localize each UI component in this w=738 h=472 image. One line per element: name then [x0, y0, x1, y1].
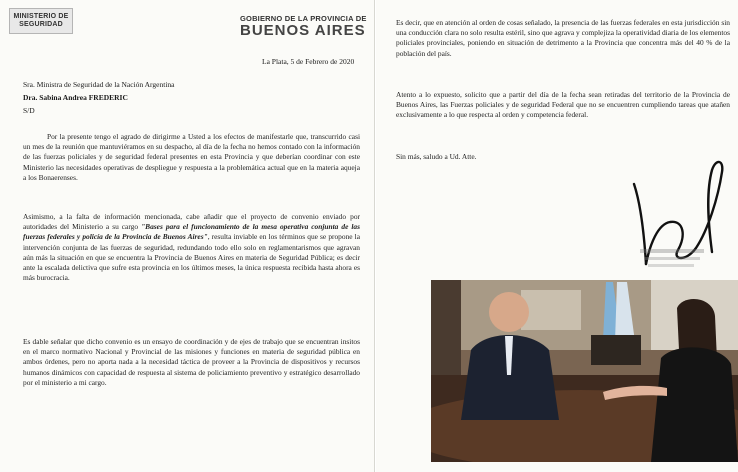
logo-line-1: MINISTERIO DE	[13, 13, 69, 20]
meeting-photo	[431, 280, 738, 462]
person-right-dress	[651, 347, 738, 462]
logo-line-2: SEGURIDAD	[19, 21, 63, 28]
addressee-line-3: S/D	[23, 106, 35, 115]
paragraph-3: Es dable señalar que dicho convenio es un ensayo de coordinación y de ejes de trabajo que se encuentran insitos en el marco normativo Nacional y Provincial de las misiones y funciones en materia de seguridad pública en ambos órdenes, pero no aporta nada a la necesidad táctica de proveer a la Provincia de dispositivos y recursos humanos dinámicos con capacidad de respuesta al sistema de policiamiento preventivo y estratégico desarrollado por el ministerio a mi cargo.	[23, 337, 360, 387]
ministry-logo	[9, 8, 73, 34]
person-left-head	[489, 292, 529, 332]
agreement-title: "Bases para el funcionamiento de la mesa operativa conjunta de las fuerzas federales y policía de la Provincia de Buenos Aires"	[23, 222, 360, 242]
closing-line: Sin más, saludo a Ud. Atte.	[396, 152, 477, 161]
letter-date: La Plata, 5 de Febrero de 2020	[262, 57, 355, 66]
meeting-photo-illustration	[431, 280, 738, 462]
letter-page-2	[376, 0, 738, 472]
government-header-small: GOBIERNO DE LA PROVINCIA DE	[240, 14, 367, 23]
government-header-large: BUENOS AIRES	[240, 22, 366, 39]
signature-stamp	[638, 243, 706, 273]
continuation-paragraph-1: Es decir, que en atención al orden de cosas señalado, la presencia de las fuerzas federales en esta jurisdicción sin una conducción clara no solo resulta estéril, sino que agrava y complejiza la operatividad diaria de los elementos policiales provinciales, poniendo en situación de detrimento a la Provincia que concentra más del 40 % de la población del país.	[396, 18, 730, 58]
continuation-paragraph-2: Atento a lo expuesto, solicito que a partir del día de la fecha sean retiradas del territorio de la Provincia de Buenos Aires, las Fuerzas policiales y de seguridad Federal que no se encuentren cumpliendo tareas que atañen exclusivamente a lo que respecta al orden y competencia federal.	[396, 90, 730, 120]
addressee-line-1: Sra. Ministra de Seguridad de la Nación Argentina	[23, 80, 175, 89]
paragraph-1: Por la presente tengo el agrado de dirigirme a Usted a los efectos de manifestarle que, transcurrido casi un mes de la reunión que mantuviéramos en su despacho, al día de la fecha no hemos contado con la información de las fuerzas policiales y de seguridad federal presentes en esta Provincia y que deberían coordinar con este Ministerio las necesidades operativas de despliegue y respuesta a la problemática actual que en la materia aqueja a los Bonaerenses.	[23, 132, 360, 182]
paragraph-2-part-c: , resulta inviable en los términos que se propone la intervención conjunta de las fuerzas de seguridad, redundando todo ello solo en reglamentarismos que agravan aún más la situación en que se encuentra la Provincia de Buenos Aires en materia de Seguridad Pública; es decir ante la escalada delictiva que sufre esta provincia en los últimos meses, la única respuesta recibida hasta ahora es más burocracia.	[23, 232, 361, 283]
paragraph-2-part-a: Asimismo, a la falta de información mencionada, cabe añadir que el proyecto de convenio enviado por autoridades del Ministerio a su cargo	[23, 212, 360, 232]
addressee-line-2: Dra. Sabina Andrea FREDERIC	[23, 93, 128, 102]
paragraph-2	[23, 212, 360, 283]
